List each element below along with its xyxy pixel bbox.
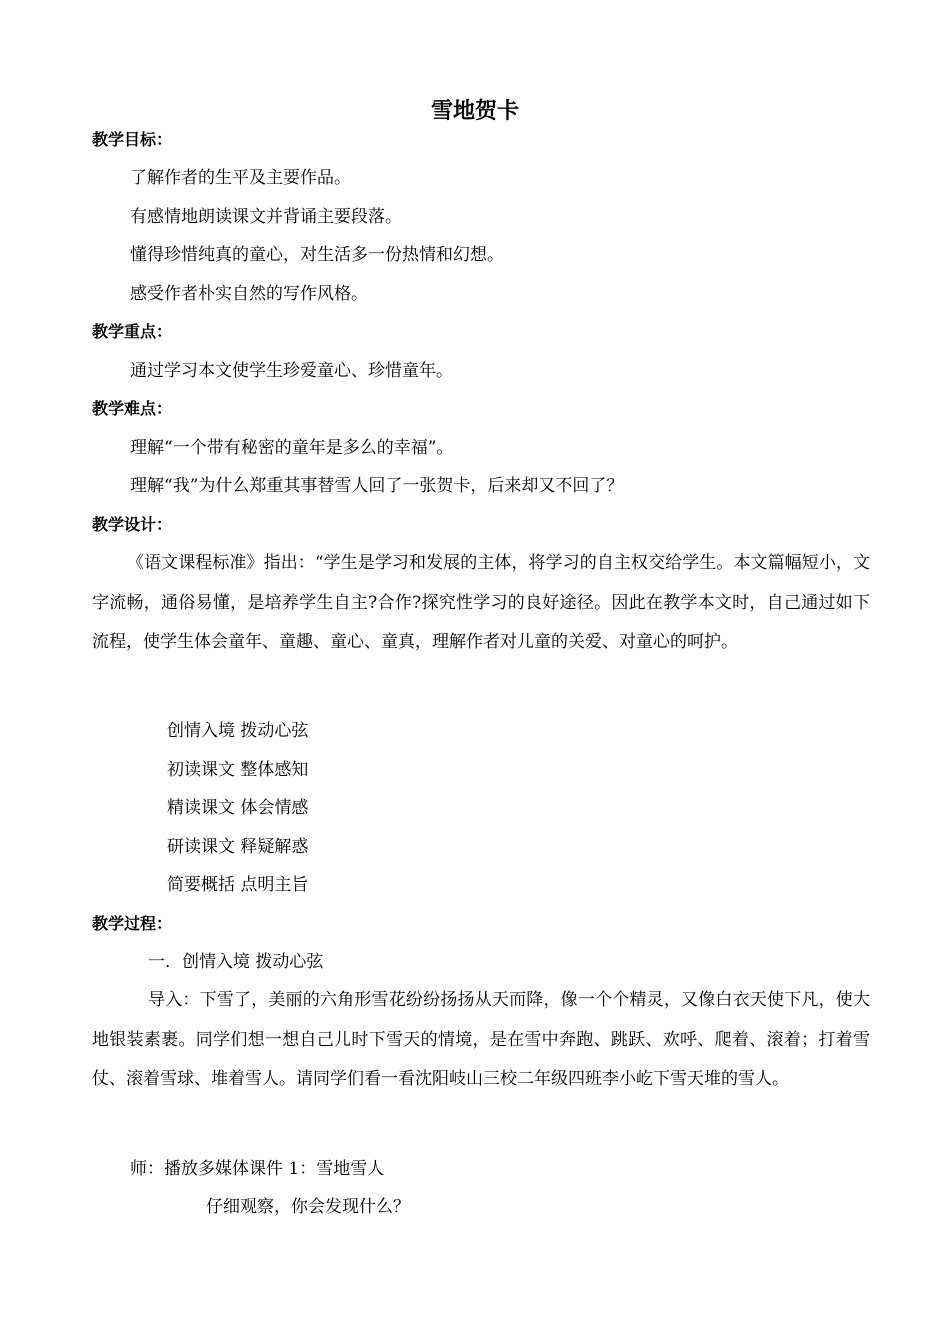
key-points-heading: 教学重点： [92,322,173,341]
document-title: 雪地贺卡 [430,99,519,124]
difficulties-heading: 教学难点： [92,399,173,418]
design-paragraph: 《语文课程标准》指出：“学生是学习和发展的主体，将学习的自主权交给学生。本文篇幅短小，文字流畅，通俗易懂，是培养学生自主?合作?探究性学习的良好途径。因此在教学本文时，自己通过如下流程，使学生体会童年、童趣、童心、童真，理解作者对儿童的关爱、对童心的呵护。 [92,553,870,652]
objective-item: 感受作者朴实自然的写作风格。 [130,284,368,304]
design-heading: 教学设计： [92,515,173,534]
design-step: 简要概括 点明主旨 [167,875,309,895]
design-step: 初读课文 整体感知 [167,760,309,780]
observation-question: 仔细观察，你会发现什么？ [206,1197,410,1217]
teacher-line: 师：播放多媒体课件 1：雪地雪人 [130,1159,385,1179]
objectives-heading: 教学目标： [92,130,173,149]
difficulty-item: 理解“一个带有秘密的童年是多么的幸福”。 [130,438,454,458]
objective-item: 有感情地朗读课文并背诵主要段落。 [130,207,402,227]
difficulty-item: 理解“我”为什么郑重其事替雪人回了一张贺卡，后来却又不回了？ [130,476,624,496]
objective-item: 懂得珍惜纯真的童心，对生活多一份热情和幻想。 [130,245,504,265]
objective-item: 了解作者的生平及主要作品。 [130,168,351,188]
key-point-item: 通过学习本文使学生珍爱童心、珍惜童年。 [130,361,453,381]
process-step-one: 一．创情入境 拨动心弦 [148,952,324,972]
design-step: 创情入境 拨动心弦 [167,721,309,741]
process-intro-paragraph: 导入：下雪了，美丽的六角形雪花纷纷扬扬从天而降，像一个个精灵，又像白衣天使下凡，使大地银装素裹。同学们想一想自己儿时下雪天的情境，是在雪中奔跑、跳跃、欢呼、爬着、滚着；打着雪仗、滚着雪球、堆着雪人。请同学们看一看沈阳岐山三校二年级四班李小屹下雪天堆的雪人。 [92,990,870,1089]
process-heading: 教学过程： [92,914,173,933]
design-step: 研读课文 释疑解惑 [167,837,309,857]
design-step: 精读课文 体会情感 [167,798,309,818]
